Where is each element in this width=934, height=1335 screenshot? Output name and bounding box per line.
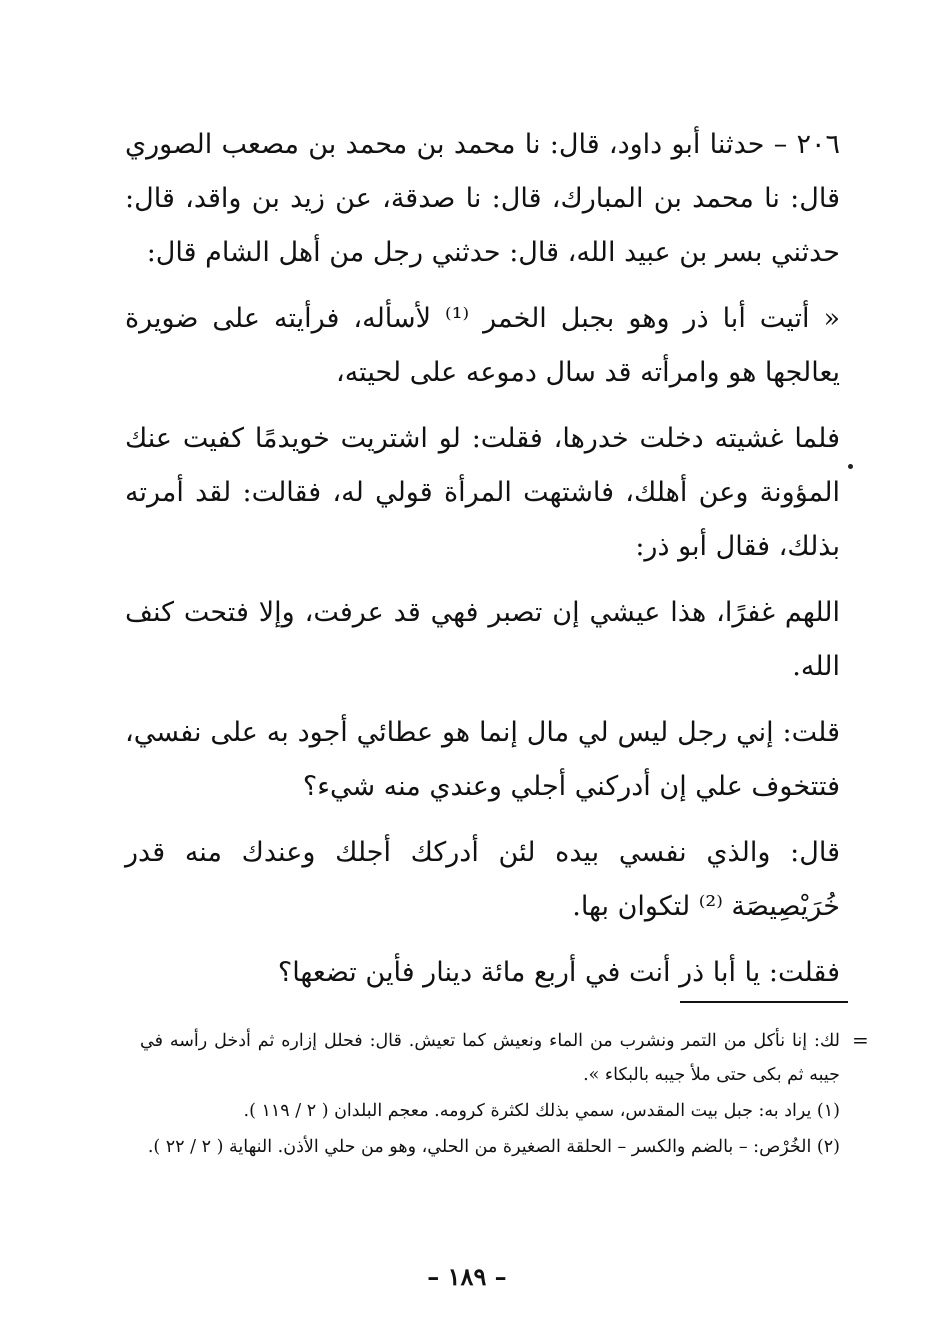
margin-dot — [848, 464, 853, 469]
footnotes — [140, 1024, 840, 1164]
continuation-mark: = — [852, 1028, 869, 1052]
footnote-separator — [680, 1001, 848, 1003]
footnote-1: (١) يراد به: جبل بيت المقدس، سمي بذلك لكثرة كرومه. معجم البلدان ( ٢ / ١١٩ ). — [243, 1101, 840, 1121]
hadith-paragraph: قال: والذي نفسي بيده لئن أدركك أجلك وعندك منه قدر خُرَيْصِيصَة ⁽²⁾ لتكوان بها. — [125, 837, 840, 922]
hadith-paragraph: ٢٠٦ – حدثنا أبو داود، قال: نا محمد بن محمد بن مصعب الصوري قال: نا محمد بن المبارك، قال: نا صدقة، عن زيد بن واقد، قال: حدثني بسر بن عبيد الله، قال: حدثني رجل من أهل الشام قال: — [125, 129, 840, 268]
main-text — [125, 118, 840, 1000]
hadith-paragraph: اللهم غفرًا، هذا عيشي إن تصبر فهي قد عرفت، وإلا فتحت كنف الله. — [125, 597, 840, 682]
hadith-paragraph: « أتيت أبا ذر وهو بجبل الخمر ⁽¹⁾ لأسأله، فرأيته على ضويرة يعالجها هو وامرأته قد سال دموعه على لحيته، — [125, 303, 840, 388]
footnote-continuation: لك: إنا نأكل من التمر ونشرب من الماء ونعيش كما تعيش. قال: فحلل إزاره ثم أدخل رأسه في جيبه ثم بكى حتى ملأ جيبه بالبكاء ». — [140, 1031, 840, 1085]
hadith-paragraph: فقلت: يا أبا ذر أنت في أربع مائة دينار فأين تضعها؟ — [277, 957, 840, 988]
footnote-2: (٢) الخُرْص: – بالضم والكسر – الحلقة الصغيرة من الحلي، وهو من حلي الأذن. النهاية ( ٢ / ٢٢ ). — [147, 1137, 840, 1157]
page-number: – ١٨٩ – — [427, 1262, 507, 1291]
hadith-paragraph: فلما غشيته دخلت خدرها، فقلت: لو اشتريت خويدمًا كفيت عنك المؤونة وعن أهلك، فاشتهت المرأة قولي له، فقالت: لقد أمرته بذلك، فقال أبو ذر: — [125, 423, 841, 562]
hadith-paragraph: قلت: إني رجل ليس لي مال إنما هو عطائي أجود به على نفسي، فتتخوف علي إن أدركني أجلي وعندي منه شيء؟ — [125, 717, 840, 802]
